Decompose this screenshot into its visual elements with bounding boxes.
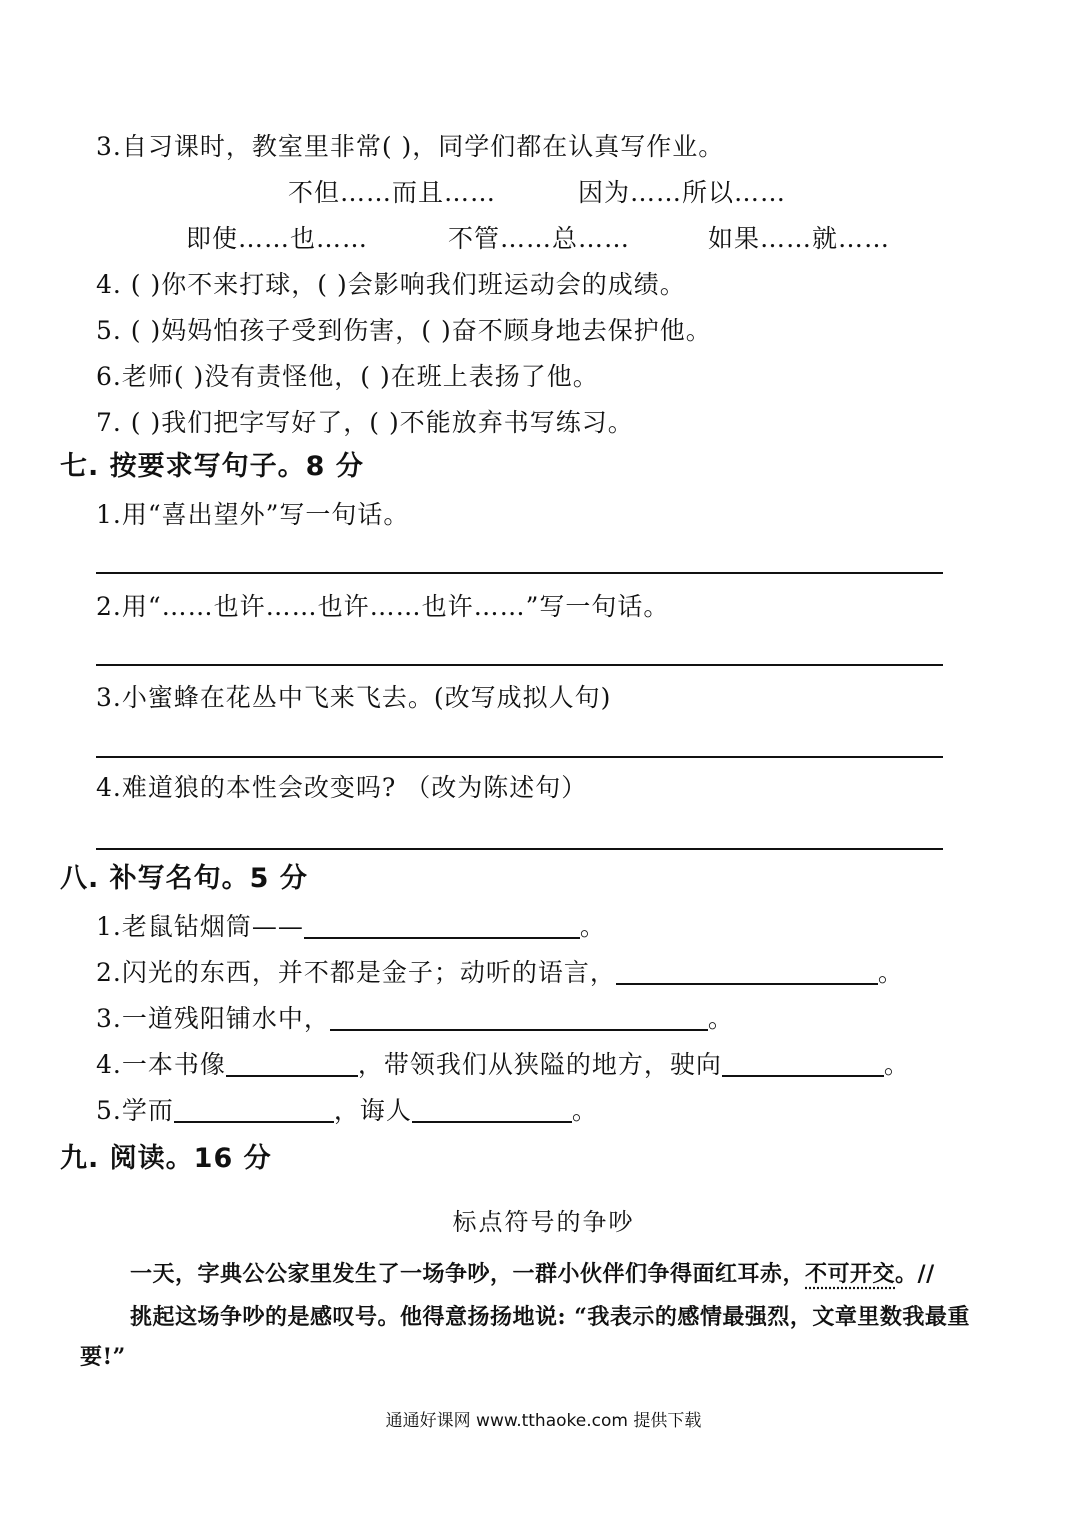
section-8-heading: 八. 补写名句。5 分: [60, 863, 308, 894]
question-8-4-text: 4.一本书像: [96, 1050, 226, 1079]
question-8-3: [96, 1002, 734, 1036]
reading-paragraph-1-text: 一天，字典公公家里发生了一场争吵，一群小伙伴们争得面红耳赤，: [130, 1261, 806, 1287]
question-8-4: [96, 1048, 910, 1082]
option-buguanzong: 不管……总……: [448, 224, 631, 253]
option-buerqie: 不但……而且……: [288, 178, 497, 207]
section-9-heading: 九. 阅读。16 分: [60, 1143, 272, 1174]
question-8-1-text: 1.老鼠钻烟筒——: [96, 912, 304, 941]
question-6-4: 4. ( )你不来打球，( )会影响我们班运动会的成绩。: [96, 270, 686, 299]
reading-paragraph-2-line-1: 挑起这场争吵的是感叹号。他得意扬扬地说: “我表示的感情最强烈，文章里数我最重: [130, 1304, 970, 1330]
question-7-1: 1.用“喜出望外”写一句话。: [96, 500, 410, 529]
question-8-3-text: 3.一道残阳铺水中，: [96, 1004, 330, 1033]
question-7-2: 2.用“……也许……也许……也许……”写一句话。: [96, 592, 670, 621]
question-8-3-end: 。: [707, 1004, 734, 1033]
blank-8-5-a[interactable]: [174, 1095, 334, 1123]
question-6-6: 6.老师( )没有责怪他，( )在班上表扬了他。: [96, 362, 599, 391]
reading-paragraph-2-line-2: 要!”: [80, 1344, 126, 1370]
question-8-4-end: 。: [883, 1050, 910, 1079]
option-jishiye: 即使……也……: [186, 224, 369, 253]
answer-line-7-1[interactable]: [96, 572, 943, 574]
section-7-heading: 七. 按要求写句子。8 分: [60, 451, 364, 482]
question-7-4: 4.难道狼的本性会改变吗? （改为陈述句）: [96, 773, 588, 802]
question-8-5-mid: ，诲人: [333, 1096, 412, 1125]
blank-8-1[interactable]: [304, 911, 580, 939]
question-8-5: [96, 1094, 598, 1128]
blank-8-4-b[interactable]: [722, 1049, 884, 1077]
blank-8-5-b[interactable]: [412, 1095, 572, 1123]
question-8-1: [96, 910, 606, 944]
question-8-2: [96, 956, 904, 990]
blank-8-4-a[interactable]: [226, 1049, 358, 1077]
answer-line-7-2[interactable]: [96, 664, 943, 666]
question-6-3: 3.自习课时，教室里非常( )，同学们都在认真写作业。: [96, 132, 725, 161]
answer-line-7-4[interactable]: [96, 848, 943, 850]
question-8-2-end: 。: [877, 958, 904, 987]
question-7-3: 3.小蜜蜂在花丛中飞来飞去。(改写成拟人句): [96, 683, 612, 712]
reading-paragraph-1: [130, 1258, 935, 1290]
reading-paragraph-1-end: 。//: [895, 1261, 935, 1287]
question-8-1-end: 。: [579, 912, 606, 941]
option-yinweisuoyi: 因为……所以……: [578, 178, 787, 207]
option-ruguojiu: 如果……就……: [708, 224, 891, 253]
question-8-4-mid: ，带领我们从狭隘的地方，驶向: [357, 1050, 722, 1079]
dotted-phrase: 不可开交: [805, 1261, 896, 1287]
blank-8-2[interactable]: [616, 957, 878, 985]
question-6-7: 7. ( )我们把字写好了，( )不能放弃书写练习。: [96, 408, 634, 437]
answer-line-7-3[interactable]: [96, 756, 943, 758]
blank-8-3[interactable]: [330, 1003, 708, 1031]
question-8-2-text: 2.闪光的东西，并不都是金子；动听的语言，: [96, 958, 616, 987]
reading-title: 标点符号的争吵: [452, 1208, 635, 1236]
question-6-5: 5. ( )妈妈怕孩子受到伤害，( )奋不顾身地去保护他。: [96, 316, 712, 345]
footer-text: 通通好课网 www.tthaoke.com 提供下载: [385, 1411, 702, 1431]
question-8-5-text: 5.学而: [96, 1096, 174, 1125]
question-8-5-end: 。: [571, 1096, 598, 1125]
